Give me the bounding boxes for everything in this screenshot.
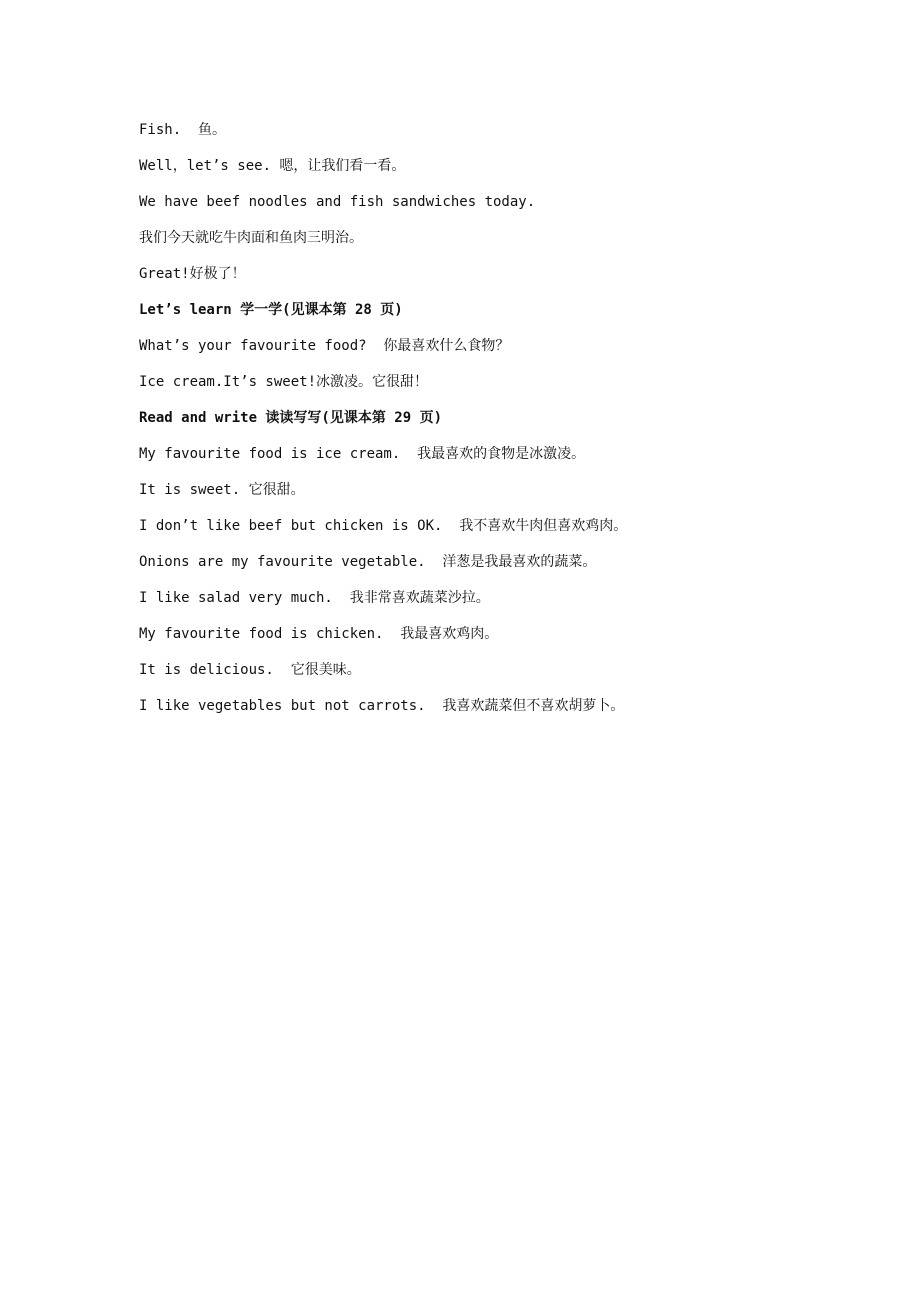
sentence-line: I like vegetables but not carrots. 我喜欢蔬菜但不喜欢胡萝卜。 (139, 698, 625, 714)
dialogue-line: Well，let’s see. 嗯，让我们看一看。 (139, 158, 406, 174)
dialogue-line: Ice cream.It’s sweet!冰激凌。它很甜！ (139, 374, 429, 390)
sentence-line: I don’t like beef but chicken is OK. 我不喜欢牛肉但喜欢鸡肉。 (139, 518, 628, 534)
sentence-line: I like salad very much. 我非常喜欢蔬菜沙拉。 (139, 590, 490, 606)
document-body (139, 119, 839, 731)
sentence-line: It is sweet. 它很甜。 (139, 482, 305, 498)
sentence-line: It is delicious. 它很美味。 (139, 662, 361, 678)
dialogue-line: Fish. 鱼。 (139, 122, 227, 138)
dialogue-line: 我们今天就吃牛肉面和鱼肉三明治。 (139, 230, 363, 246)
dialogue-line: Great!好极了！ (139, 266, 246, 282)
section-heading-read-and-write: Read and write 读读写写(见课本第 29 页) (139, 410, 443, 426)
sentence-line: Onions are my favourite vegetable. 洋葱是我最喜欢的蔬菜。 (139, 554, 597, 570)
sentence-line: My favourite food is ice cream. 我最喜欢的食物是冰激凌。 (139, 446, 586, 462)
dialogue-line: We have beef noodles and fish sandwiches today. (139, 194, 536, 210)
dialogue-line: What’s your favourite food? 你最喜欢什么食物？ (139, 338, 510, 354)
sentence-line: My favourite food is chicken. 我最喜欢鸡肉。 (139, 626, 499, 642)
section-heading-lets-learn: Let’s learn 学一学(见课本第 28 页) (139, 302, 403, 318)
